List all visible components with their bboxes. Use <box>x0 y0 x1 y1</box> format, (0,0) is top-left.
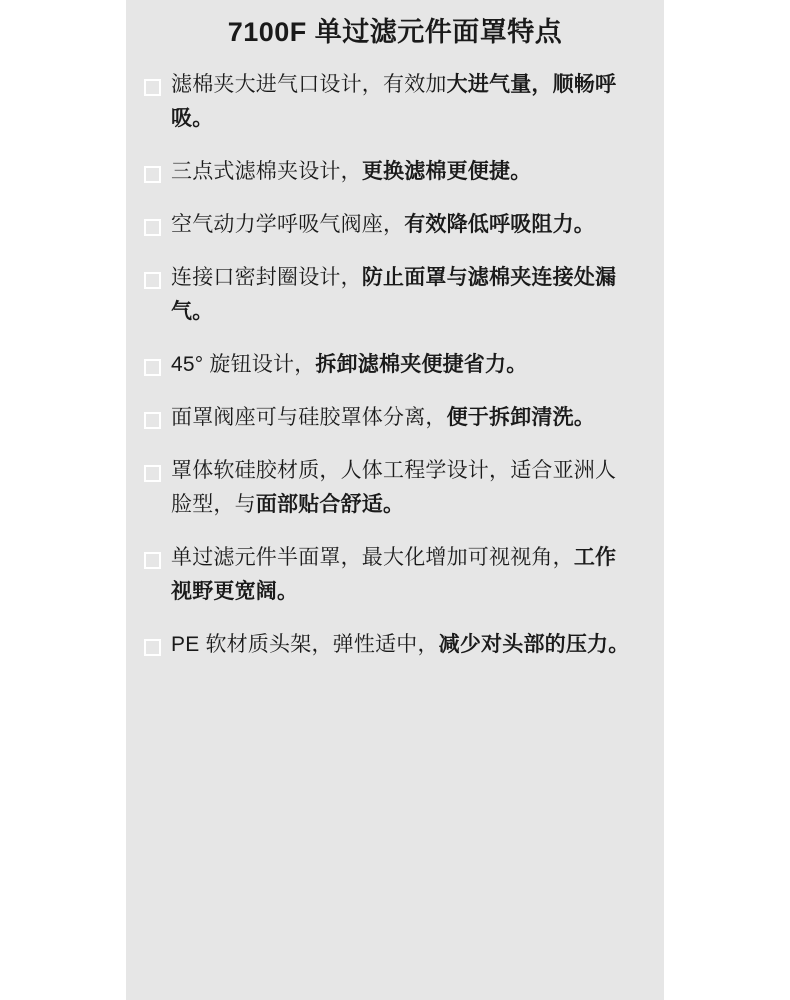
list-item <box>126 261 664 329</box>
feature-text-bold: 便于拆卸 <box>446 406 532 430</box>
checkbox-icon[interactable] <box>144 465 161 482</box>
feature-text-bold-2: 清洗。 <box>531 406 596 430</box>
feature-text <box>171 541 636 609</box>
checkbox-icon[interactable] <box>144 552 161 569</box>
feature-text <box>171 155 636 189</box>
checkbox-icon[interactable] <box>144 359 161 376</box>
checkbox-icon[interactable] <box>144 412 161 429</box>
feature-text <box>171 208 636 242</box>
checkbox-icon[interactable] <box>144 166 161 183</box>
feature-text-normal: 空气动力学呼吸气阀座， <box>171 213 405 237</box>
list-item <box>126 155 664 189</box>
checkbox-icon[interactable] <box>144 219 161 236</box>
checkbox-icon[interactable] <box>144 79 161 96</box>
feature-text <box>171 628 636 662</box>
feature-text-bold: 更换滤棉更便捷。 <box>361 160 532 184</box>
feature-text <box>171 68 636 136</box>
feature-text-normal: 连接口密封圈设计， <box>171 266 362 290</box>
feature-text-normal: 45° 旋钮设计， <box>171 353 316 377</box>
list-item <box>126 541 664 609</box>
feature-text-bold-2: 顺畅呼吸。 <box>171 73 617 131</box>
feature-text <box>171 348 636 382</box>
checkbox-icon[interactable] <box>144 639 161 656</box>
feature-text-bold-2: 连接处漏气。 <box>171 266 617 324</box>
feature-text-bold-2: 阻力。 <box>531 213 596 237</box>
feature-text-bold: 防止面罩与滤棉夹 <box>361 266 532 290</box>
feature-text-bold: 面部贴合舒适。 <box>255 493 405 517</box>
page-title: 7100F 单过滤元件面罩特点 <box>227 17 563 47</box>
list-item <box>126 401 664 435</box>
feature-text-normal: 单过滤元件半面罩，最大化增加可视视角， <box>171 546 574 570</box>
feature-text-normal: 滤棉夹大进气口设计，有效加 <box>171 73 447 96</box>
list-item <box>126 628 664 662</box>
feature-text-bold: 拆卸滤棉夹便捷省力。 <box>315 353 528 377</box>
feature-text-bold: 大进气量， <box>446 73 553 96</box>
feature-text-normal: 面罩阀座可与硅胶罩体分离， <box>171 406 447 430</box>
feature-text-bold-2: 工作视野更宽阔。 <box>171 546 617 604</box>
list-item <box>126 68 664 136</box>
feature-text-normal: 三点式滤棉夹设计， <box>171 160 362 184</box>
feature-text-bold: 减少对头部 <box>438 633 545 657</box>
feature-text <box>171 454 636 522</box>
feature-list <box>126 68 664 681</box>
feature-text-normal: 罩体软硅胶材质，人体工程学设计，适合亚洲人脸型，与 <box>171 459 617 517</box>
list-item <box>126 208 664 242</box>
checkbox-icon[interactable] <box>144 272 161 289</box>
features-panel <box>126 0 664 1000</box>
feature-text <box>171 261 636 329</box>
feature-text-normal: PE 软材质头架，弹性适中， <box>171 633 439 657</box>
feature-text <box>171 401 636 435</box>
list-item <box>126 348 664 382</box>
feature-text-bold-2: 的压力。 <box>544 633 630 657</box>
list-item <box>126 454 664 522</box>
feature-text-bold: 有效降低呼吸 <box>404 213 532 237</box>
